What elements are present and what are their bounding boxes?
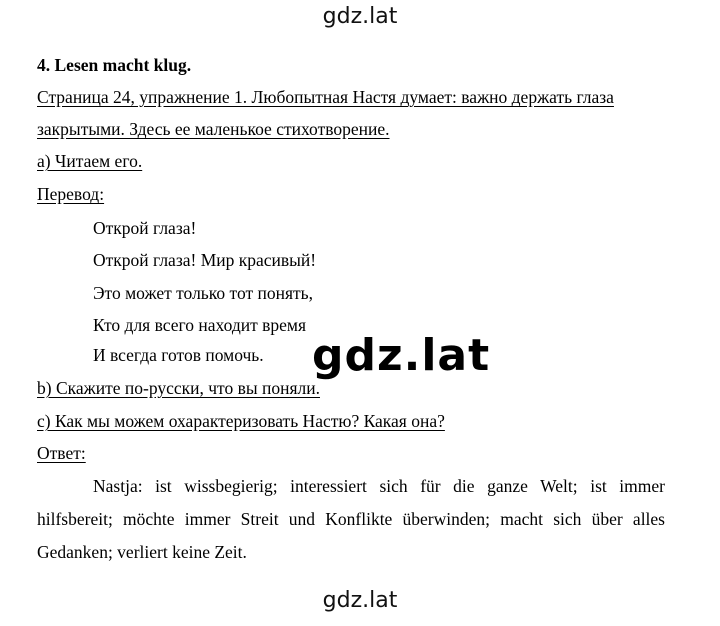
intro-line-1: Страница 24, упражнение 1. Любопытная Настя думает: важно держать глаза <box>37 87 614 107</box>
answer-line: Nastja: ist wissbegierig; interessiert sich für die ganze Welt; ist immer <box>93 476 665 496</box>
intro-line-2: закрытыми. Здесь ее маленькое стихотворение. <box>37 119 390 139</box>
poem-line: И всегда готов помочь. <box>93 345 264 365</box>
task-a: а) Читаем его. <box>37 151 143 171</box>
poem-line: Это может только тот понять, <box>93 283 314 303</box>
watermark-top: gdz.lat <box>322 4 398 29</box>
poem-line: Открой глаза! Мир красивый! <box>93 250 317 270</box>
task-c: c) Как мы можем охарактеризовать Настю? Какая она? <box>37 411 445 431</box>
poem-line: Открой глаза! <box>93 218 197 238</box>
answer-label: Ответ: <box>37 443 86 463</box>
section-title: 4. Lesen macht klug. <box>37 55 192 75</box>
watermark-bottom: gdz.lat <box>322 588 398 613</box>
answer-line: Gedanken; verliert keine Zeit. <box>37 542 247 562</box>
task-b: b) Скажите по-русски, что вы поняли. <box>37 378 320 398</box>
watermark-center: gdz.lat <box>312 330 491 381</box>
answer-line: hilfsbereit; möchte immer Streit und Konflikte überwinden; macht sich über alles <box>37 509 665 529</box>
translation-label: Перевод: <box>37 184 105 204</box>
poem-line: Кто для всего находит время <box>93 315 307 335</box>
